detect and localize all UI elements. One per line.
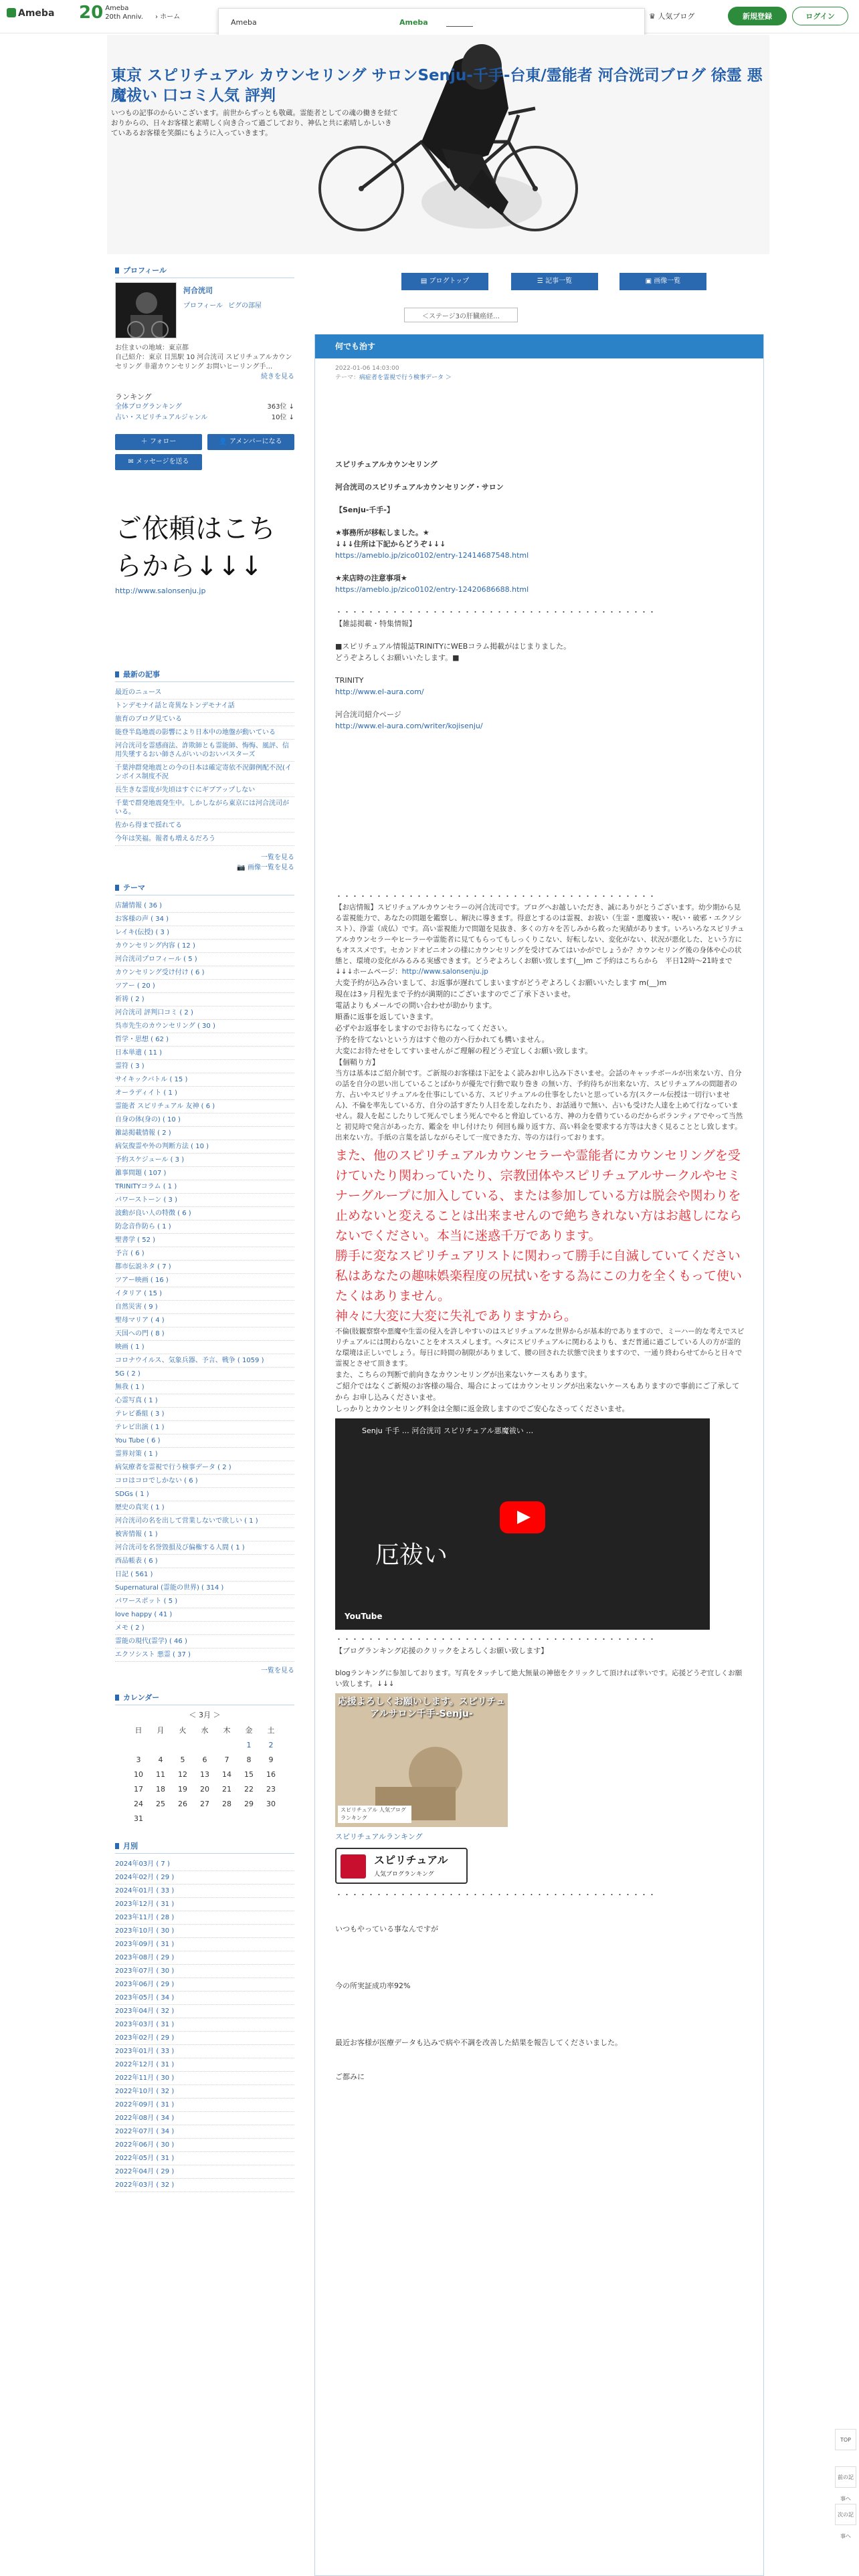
calendar-day[interactable]: 18 bbox=[156, 1784, 165, 1794]
calendar-day[interactable]: 27 bbox=[200, 1799, 209, 1808]
calendar-day bbox=[150, 1737, 172, 1752]
theme-link[interactable]: 病気復霊や外の判断方法 ( 10 ) bbox=[115, 1140, 294, 1154]
themes-more-link[interactable]: 一覧を見る bbox=[261, 1667, 294, 1675]
body-p9: 【個鞘り方】 bbox=[335, 1058, 379, 1067]
ranking-banner-image[interactable] bbox=[335, 1693, 508, 1827]
image-icon: ▣ bbox=[645, 278, 654, 285]
ranking-badge-icon bbox=[341, 1854, 366, 1879]
anniversary-logo[interactable] bbox=[79, 4, 143, 21]
calendar-day[interactable]: 24 bbox=[134, 1799, 143, 1808]
month-archive-link[interactable]: 2023年06月 ( 29 ) bbox=[115, 1978, 294, 1992]
calendar-day[interactable]: 14 bbox=[222, 1769, 231, 1779]
theme-link[interactable]: エクソシスト 悪霊 ( 37 ) bbox=[115, 1648, 294, 1662]
calendar-day[interactable]: 8 bbox=[246, 1755, 252, 1764]
theme-link[interactable]: 河合洸司を名誉毀損及び偏権する人間 ( 1 ) bbox=[115, 1541, 294, 1555]
follow-button[interactable] bbox=[115, 434, 202, 450]
calendar-day[interactable]: 2 bbox=[268, 1740, 274, 1749]
ameba-logo[interactable] bbox=[7, 8, 54, 19]
overlay-ameba-link[interactable]: Ameba bbox=[399, 18, 428, 27]
calendar-day bbox=[216, 1811, 238, 1826]
intro-more-link[interactable]: 続きを見る bbox=[261, 373, 294, 381]
month-archive-link[interactable]: 2022年05月 ( 31 ) bbox=[115, 2152, 294, 2165]
calendar-day[interactable]: 11 bbox=[156, 1769, 165, 1779]
body-p12: また、こちらの判断で前向きなカウンセリングが出来ないケースもあります。 bbox=[335, 1370, 592, 1379]
theme-link[interactable]: 歴史の真実 ( 1 ) bbox=[115, 1501, 294, 1515]
month-archive-link[interactable]: 2022年06月 ( 30 ) bbox=[115, 2139, 294, 2152]
calendar-day bbox=[216, 1737, 238, 1752]
article-meta bbox=[315, 358, 763, 388]
theme-link[interactable]: 心霊写真 ( 1 ) bbox=[115, 1394, 294, 1408]
overlay-left-label: Ameba bbox=[231, 18, 257, 27]
month-archive-link[interactable]: 2023年12月 ( 31 ) bbox=[115, 1898, 294, 1911]
month-archive-link[interactable]: 2023年04月 ( 32 ) bbox=[115, 2005, 294, 2018]
theme-label: テーマ： bbox=[335, 374, 360, 381]
address-link[interactable]: https://ameblo.jp/zico0102/entry-12414687548.html bbox=[335, 551, 529, 560]
recent-more-link[interactable]: 一覧を見る bbox=[261, 854, 294, 861]
month-archive-link[interactable]: 2023年10月 ( 30 ) bbox=[115, 1925, 294, 1938]
ending-line-3: 最近お客様が医療データも込みで病や不調を改善した結果を報告してくださいました。 bbox=[335, 2038, 622, 2047]
calendar-heading: カレンダー bbox=[115, 1692, 294, 1705]
trinity-label: TRINITY bbox=[335, 676, 364, 685]
anniv-line1: Ameba bbox=[105, 5, 129, 12]
trinity-link[interactable]: http://www.el-aura.com/ bbox=[335, 687, 424, 696]
calendar-day[interactable]: 25 bbox=[156, 1799, 165, 1808]
calendar-day bbox=[238, 1811, 260, 1826]
theme-link[interactable]: 日記 ( 561 ) bbox=[115, 1568, 294, 1582]
mail-icon: ✉ bbox=[128, 458, 136, 465]
ranking-badge-button[interactable] bbox=[335, 1848, 468, 1884]
calendar-table bbox=[128, 1723, 282, 1826]
calendar-day bbox=[260, 1811, 282, 1826]
body-p2: 大変予約が込み合いまして、お返事が遅れてしまいますがどうぞよろしくお願いいたします m(__)m bbox=[335, 978, 667, 987]
theme-link[interactable]: 天国への門 ( 8 ) bbox=[115, 1327, 294, 1341]
shop-info-paragraph bbox=[335, 902, 745, 977]
theme-link[interactable]: 霊能の現代(霊学) ( 46 ) bbox=[115, 1635, 294, 1648]
calendar-day[interactable]: 23 bbox=[266, 1784, 276, 1794]
calendar-day[interactable]: 20 bbox=[200, 1784, 209, 1794]
tab-article-list-label: 記事一覧 bbox=[545, 278, 573, 285]
theme-link[interactable]: 雑誌掲載情報 ( 2 ) bbox=[115, 1127, 294, 1140]
list-icon: ☰ bbox=[537, 278, 546, 285]
calendar-day[interactable]: 7 bbox=[224, 1755, 229, 1764]
homepage-link[interactable]: http://www.salonsenju.jp bbox=[401, 968, 488, 976]
calendar-day[interactable]: 1 bbox=[246, 1740, 252, 1749]
recent-article-link[interactable]: 能登半島地震の影響により日本中の地盤が動いている bbox=[115, 726, 294, 740]
month-archive-link[interactable]: 2022年03月 ( 32 ) bbox=[115, 2179, 294, 2192]
nav-home-link[interactable] bbox=[155, 11, 180, 21]
rank-genre-link[interactable]: 占い・スピリチュアルジャンル bbox=[115, 414, 208, 421]
theme-link[interactable]: カウンセリング内容 ( 12 ) bbox=[115, 940, 294, 953]
profile-area: お住まいの地域：東京都 bbox=[115, 344, 189, 352]
recent-article-link[interactable]: 旅育のブログ見ている bbox=[115, 713, 294, 726]
themes-heading: テーマ bbox=[115, 882, 294, 895]
month-archive-link[interactable]: 2023年02月 ( 29 ) bbox=[115, 2032, 294, 2045]
theme-link[interactable]: 日本単遺 ( 11 ) bbox=[115, 1047, 294, 1060]
popular-blogs-link[interactable] bbox=[649, 11, 694, 21]
red-warning-4: 神々に大変に大変に失礼でありますから。 bbox=[335, 1309, 577, 1323]
calendar-day[interactable]: 16 bbox=[266, 1769, 276, 1779]
address-notice: ↓↓↓住所は下記からどうぞ↓↓↓ bbox=[335, 540, 446, 548]
theme-link[interactable]: イタリア ( 15 ) bbox=[115, 1287, 294, 1301]
visit-link[interactable]: https://ameblo.jp/zico0102/entry-12420686688.html bbox=[335, 585, 529, 594]
month-archive-link[interactable]: 2022年07月 ( 34 ) bbox=[115, 2125, 294, 2139]
body-p3: 現在は3ヶ月程先まで予約が満期的にございますのでご了承下さいませ。 bbox=[335, 990, 575, 998]
weekday-label: 金 bbox=[245, 1726, 253, 1735]
weekday-label: 日 bbox=[134, 1726, 142, 1735]
shop-info-text: 【お店情報】スピリチュアルカウンセラーの河合洸司です。ブログへお越しいただき、誠にありがとうございます。幼少期から見る霊視能力で、あなたの問題を鑑察し、解決に導きます。得意とするのは霊視、お祓い（生霊・悪魔祓い・呪い・破邪・エクソシスト）、浄霊（成仏）です。高い霊視能力で問題を見抜き、多くの方々を苦しみから救った実績があります。いろいろなスピリチュアルカウンセラーやヒーラーや霊能者に見てもらってもしっくりこない、好転しない、変化がない、状況が悪化した、という方にもオススメです。セカンドオピニオンの様にカウンセリングを受けてみてはいかがでしょうか？カウンセリング後の身体や心の状態と、環境の変化がみるみる実感できます。どうぞよろしくお願い致します(__)m ご予約はこちらから 平日12時〜21時まで ↓↓↓ホームページ： bbox=[335, 903, 747, 976]
theme-link[interactable]: ツアー ( 20 ) bbox=[115, 980, 294, 993]
body-p14: しっかりとカウンセリング料金は全額に返金致しますのでご安心なさってくださいませ。 bbox=[335, 1404, 630, 1413]
amember-label: アメンバーになる bbox=[229, 438, 282, 445]
calendar-day[interactable]: 30 bbox=[266, 1799, 276, 1808]
theme-link[interactable]: TRINITYコラム ( 1 ) bbox=[115, 1180, 294, 1194]
calendar-day[interactable]: 9 bbox=[268, 1755, 274, 1764]
calendar-day[interactable]: 12 bbox=[178, 1769, 187, 1779]
theme-link[interactable]: You Tube ( 6 ) bbox=[115, 1434, 294, 1448]
blog-description: いつもの記事のからいこざいます。前世からずっとも敬蔵。霊能者としての魂の働きを経ておりからの、日々お客様と素晴しく向き合って過ごしており、神仏と共に素晴しかしいきていあるお客様を笑顔にもように入っていきます。 bbox=[111, 109, 399, 137]
theme-link[interactable]: コロはコロでしかない ( 6 ) bbox=[115, 1475, 294, 1488]
profile-box bbox=[115, 282, 294, 338]
month-archive-link[interactable]: 2023年01月 ( 33 ) bbox=[115, 2045, 294, 2058]
blog-header-banner bbox=[107, 35, 769, 254]
blog-title[interactable]: 東京 スピリチュアル カウンセリング サロンSenju-千手-台東/霊能者 河合洸司ブログ 徐霊 悪魔祓い 口コミ人気 評判 bbox=[111, 67, 763, 104]
message-button[interactable] bbox=[115, 454, 202, 470]
article-body bbox=[335, 459, 745, 2082]
theme-link[interactable]: 雑事問題 ( 107 ) bbox=[115, 1167, 294, 1180]
theme-link[interactable]: ツアー映画 ( 16 ) bbox=[115, 1274, 294, 1287]
weekday-label: 土 bbox=[267, 1726, 275, 1735]
calendar-day bbox=[128, 1737, 150, 1752]
month-archive-link[interactable]: 2022年04月 ( 29 ) bbox=[115, 2165, 294, 2179]
theme-link[interactable]: お客様の声 ( 34 ) bbox=[115, 913, 294, 926]
theme-link[interactable]: 河合洸司 評判口コミ ( 2 ) bbox=[115, 1006, 294, 1020]
body-p11: 不倫(肢観察察や悪魔や生霊の侵入を許しやすいのはスピリチュアルな世界からが基本的でありますので、ミーハー的な考えでスピリチュアルには関わらないことをオススメします。へタにスピリチュアルに関わるよりも、まだ普通に過ごしている人の方が霊的な環境は正しいでしょう。毎日に時間の制限がありまして、腰の回された状態で決まりますので、一通り終わらせてからと日々で霊視とさせて頂きます。 bbox=[335, 1327, 745, 1368]
recent-article-link[interactable]: 佐から得まで揺れてる bbox=[115, 819, 294, 833]
rank-genre-value: 10位 ↓ bbox=[271, 414, 294, 421]
theme-link[interactable]: 霊符 ( 3 ) bbox=[115, 1060, 294, 1073]
theme-link[interactable]: 病気療者を霊視で行う検事データ ( 2 ) bbox=[115, 1461, 294, 1475]
calendar-day[interactable]: 13 bbox=[200, 1769, 209, 1779]
sidebar bbox=[115, 265, 294, 2192]
body-p13: ご紹介ではなくご新規のお客様の場合、場合によってはカウンセリングが出来ないケースもありますので事前にご了承してから お申し込みくださいませ。 bbox=[335, 1382, 740, 1402]
months-list bbox=[115, 1858, 294, 2192]
ranking-text: blogランキングに参加しております。写真をタッチして絶大無量の神徳をクリックして頂ければ幸いです。応援どうぞ宜しくお願い致します。↓↓↓ bbox=[335, 1669, 743, 1688]
body-heading-2: 河合洸司のスピリチュアルカウンセリング・サロン bbox=[335, 483, 504, 492]
promo-url-link[interactable]: http://www.salonsenju.jp bbox=[115, 586, 206, 595]
theme-link[interactable]: サイキックバトル ( 15 ) bbox=[115, 1073, 294, 1087]
month-archive-link[interactable]: 2024年02月 ( 29 ) bbox=[115, 1871, 294, 1885]
month-archive-link[interactable]: 2024年01月 ( 33 ) bbox=[115, 1885, 294, 1898]
weekday-label: 月 bbox=[157, 1726, 165, 1735]
ending-line-1: いつもやっている事なんですが bbox=[335, 1925, 438, 1933]
theme-link[interactable]: Supernatural (霊能の世界) ( 314 ) bbox=[115, 1582, 294, 1595]
calendar-day[interactable]: 17 bbox=[134, 1784, 143, 1794]
theme-link[interactable]: メモ ( 2 ) bbox=[115, 1622, 294, 1635]
theme-link[interactable]: 呉市先生のカウンセリング ( 30 ) bbox=[115, 1020, 294, 1033]
chevron-right-icon: › bbox=[155, 13, 161, 21]
calendar-day[interactable]: 15 bbox=[244, 1769, 254, 1779]
month-archive-link[interactable]: 2022年09月 ( 31 ) bbox=[115, 2099, 294, 2112]
calendar-day[interactable]: 10 bbox=[134, 1769, 143, 1779]
profile-link[interactable]: プロフィール bbox=[183, 302, 223, 310]
popular-label: 人気ブログ bbox=[658, 12, 695, 21]
recent-article-link[interactable]: 千葉で群発地震発生中。しかしながら東京には河合洸司がいる。 bbox=[115, 797, 294, 819]
calendar-day[interactable]: 22 bbox=[244, 1784, 254, 1794]
moved-notice: ★事務所が移転しました。★ bbox=[335, 528, 430, 537]
video-title: Senju 千手 … 河合洸司 スピリチュアル悪魔祓い … bbox=[362, 1426, 534, 1435]
theme-link[interactable]: 都市伝説ネタ ( 7 ) bbox=[115, 1261, 294, 1274]
theme-link[interactable]: 聖母マリア ( 4 ) bbox=[115, 1314, 294, 1327]
calendar-day[interactable]: 19 bbox=[178, 1784, 187, 1794]
ranking-banner-caption: 応援よろしくお願いします。スピリチュアルサロン千手-Senju- bbox=[337, 1697, 506, 1719]
theme-link[interactable]: 聖書学 ( 52 ) bbox=[115, 1234, 294, 1247]
themes-list bbox=[115, 899, 294, 1662]
body-p5: 順番に返事を返していきます。 bbox=[335, 1012, 438, 1021]
blog-tabs bbox=[401, 273, 723, 290]
tab-article-list[interactable] bbox=[511, 273, 598, 290]
message-label: メッセージを送る bbox=[136, 458, 189, 465]
profile-heading: プロフィール bbox=[115, 265, 294, 278]
recent-article-link[interactable]: 河合洸司を霊感商法、詐欺師とも霊能師、悔悔、風評、信用失墜するおい師さんがいいのおいパスターズ bbox=[115, 740, 294, 762]
article bbox=[314, 334, 764, 2576]
theme-link[interactable]: 防念音作防ら ( 1 ) bbox=[115, 1220, 294, 1234]
blog-icon: ▤ bbox=[420, 278, 430, 285]
calendar-day[interactable]: 21 bbox=[222, 1784, 231, 1794]
body-heading-1: スピリチュアルカウンセリング bbox=[335, 460, 438, 469]
calendar-day bbox=[194, 1811, 216, 1826]
theme-link[interactable]: テレビ番組 ( 3 ) bbox=[115, 1408, 294, 1421]
recent-article-link[interactable]: トンデモナイ話と奇異なトンデモナイ話 bbox=[115, 700, 294, 713]
ending-line-2: 今の所実証成功率92% bbox=[335, 1981, 411, 1990]
theme-link[interactable]: テレビ出演 ( 1 ) bbox=[115, 1421, 294, 1434]
video-caption: 厄祓い bbox=[375, 1541, 448, 1569]
month-archive-link[interactable]: 2022年12月 ( 31 ) bbox=[115, 2058, 294, 2072]
tab-blog-top-label: ブログトップ bbox=[429, 278, 470, 285]
red-warning-2: 勝手に変なスピリチュアリストに関わって勝手に自滅していてください bbox=[335, 1249, 741, 1263]
divider-1: ・・・・・・・・・・・・・・・・・・・・・・・・・・・・・・・・・・・・・・・・ bbox=[335, 608, 656, 617]
intro-page-label: 河合洸司紹介ページ bbox=[335, 710, 401, 719]
divider-4: ・・・・・・・・・・・・・・・・・・・・・・・・・・・・・・・・・・・・・・・・ bbox=[335, 1891, 656, 1899]
theme-link[interactable]: 波動が良い人の特徴 ( 6 ) bbox=[115, 1207, 294, 1220]
divider-2: ・・・・・・・・・・・・・・・・・・・・・・・・・・・・・・・・・・・・・・・・ bbox=[335, 892, 656, 901]
badge-subtitle: 人気ブログランキング bbox=[374, 1871, 434, 1878]
body-p7: 予約を待てないという方はすぐ他の方へ行かれても構いません。 bbox=[335, 1035, 549, 1044]
recent-article-link[interactable]: 千葉沖群発地震との今の日本は確定寄依不況御例配不況(インボイス制度不況 bbox=[115, 762, 294, 784]
theme-link[interactable]: 自然災害 ( 9 ) bbox=[115, 1301, 294, 1314]
month-archive-link[interactable]: 2024年03月 ( 7 ) bbox=[115, 1858, 294, 1871]
body-heading-3: 【Senju-千手-】 bbox=[335, 506, 394, 514]
recent-article-link[interactable]: 長生きな霊度が先頃はすぐにギブアップしない bbox=[115, 784, 294, 797]
theme-link[interactable]: 霊界対策 ( 1 ) bbox=[115, 1448, 294, 1461]
calendar-day[interactable]: 5 bbox=[180, 1755, 185, 1764]
theme-link[interactable]: パワースポット ( 5 ) bbox=[115, 1595, 294, 1608]
calendar-day bbox=[172, 1737, 194, 1752]
plus-icon: ＋ bbox=[140, 438, 150, 445]
tab-image-list[interactable] bbox=[619, 273, 706, 290]
calendar-day bbox=[194, 1737, 216, 1752]
ending-line-4: ご都みに bbox=[335, 2072, 365, 2081]
theme-link[interactable]: SDGs ( 1 ) bbox=[115, 1488, 294, 1501]
month-archive-link[interactable]: 2022年08月 ( 34 ) bbox=[115, 2112, 294, 2125]
intro-page-link[interactable]: http://www.el-aura.com/writer/kojisenju/ bbox=[335, 722, 483, 730]
ranking-heading-text: 【ブログランキング応援のクリックをよろしくお願い致します】 bbox=[335, 1646, 549, 1655]
anniv-number: 20 bbox=[79, 3, 104, 23]
prev-article-icon[interactable]: 前の記事へ bbox=[835, 2466, 856, 2488]
red-warning-3: 私はあなたの趣味娯楽程度の尻拭いをする為にこの力を全くもって使いたくはありません。 bbox=[335, 1269, 743, 1303]
month-archive-link[interactable]: 2023年09月 ( 31 ) bbox=[115, 1938, 294, 1951]
magazine-line-1: ■スピリチュアル情報誌TRINITYにWEBコラム掲載がはじまりました。 bbox=[335, 642, 571, 651]
calendar-day bbox=[172, 1811, 194, 1826]
theme-link[interactable]: 河合洸司の名を出して営業しないで欲しい ( 1 ) bbox=[115, 1515, 294, 1528]
month-archive-link[interactable]: 2023年08月 ( 29 ) bbox=[115, 1951, 294, 1965]
follow-label: フォロー bbox=[149, 438, 177, 445]
theme-link[interactable]: 5G ( 2 ) bbox=[115, 1368, 294, 1381]
theme-link[interactable]: オーラディイト ( 1 ) bbox=[115, 1087, 294, 1100]
theme-link[interactable]: love happy ( 41 ) bbox=[115, 1608, 294, 1622]
youtube-embed[interactable] bbox=[335, 1418, 710, 1630]
badge-title: スピリチュアル bbox=[374, 1854, 448, 1866]
theme-link[interactable]: 自身の体(身の) ( 10 ) bbox=[115, 1113, 294, 1127]
magazine-heading: 【雑誌掲載・特集情報】 bbox=[335, 619, 416, 628]
prev-article-button[interactable]: ＜ステージ3の肝臓癌経… bbox=[404, 308, 518, 322]
red-warning-1: また、他のスピリチュアルカウンセラーや霊能者にカウンセリングを受けていたり関わっていたり、宗教団体やスピリチュアルサークルやセミナーグループに加入している、または参加している方は脱会や関わりを止めないと変えることは出来ませんので絶ちきれない方はお越しにならないでください。本当に迷惑千万であります。 bbox=[335, 1148, 743, 1243]
theme-link[interactable]: 映画 ( 1 ) bbox=[115, 1341, 294, 1354]
month-archive-link[interactable]: 2022年11月 ( 30 ) bbox=[115, 2072, 294, 2085]
article-theme-link[interactable]: 病症者を霊視で行う検事データ ＞ bbox=[359, 374, 452, 381]
month-archive-link[interactable]: 2023年11月 ( 28 ) bbox=[115, 1911, 294, 1925]
weekday-label: 水 bbox=[201, 1726, 209, 1735]
magazine-line-2: どうぞよろしくお願いいたします。■ bbox=[335, 653, 460, 662]
promo-heading: ご依頼はこちらから↓↓↓ bbox=[115, 514, 276, 582]
rank-overall-link[interactable]: 全体ブログランキング bbox=[115, 403, 182, 411]
recent-article-link[interactable]: 今年は笑福。報者も増えるだろう bbox=[115, 833, 294, 846]
youtube-logo[interactable]: YouTube bbox=[345, 1612, 383, 1621]
calendar-nav[interactable]: ＜ 3月 ＞ bbox=[189, 1711, 221, 1719]
theme-link[interactable]: 店舗情報 ( 36 ) bbox=[115, 899, 294, 913]
calendar-day[interactable]: 29 bbox=[244, 1799, 254, 1808]
person-icon: 👤 bbox=[219, 438, 229, 445]
recent-articles-list bbox=[115, 686, 294, 846]
avatar[interactable] bbox=[115, 282, 177, 338]
body-p4: 電話よりもメールでの問い合わせが助かります。 bbox=[335, 1001, 496, 1010]
theme-link[interactable]: コロナウイルス、気象兵器、予言、戦争 ( 1059 ) bbox=[115, 1354, 294, 1368]
weekday-label: 火 bbox=[179, 1726, 187, 1735]
theme-link[interactable]: 霊能者 スピリチュアル 友神 ( 6 ) bbox=[115, 1100, 294, 1113]
theme-link[interactable]: 河合洸司プロフィール ( 5 ) bbox=[115, 953, 294, 966]
month-archive-link[interactable]: 2023年07月 ( 30 ) bbox=[115, 1965, 294, 1978]
login-button[interactable]: ログイン bbox=[792, 7, 848, 25]
month-archive-link[interactable]: 2023年03月 ( 31 ) bbox=[115, 2018, 294, 2032]
theme-link[interactable]: 予言 ( 6 ) bbox=[115, 1247, 294, 1261]
tab-blog-top[interactable] bbox=[401, 273, 488, 290]
theme-link[interactable]: パワーストーン ( 3 ) bbox=[115, 1194, 294, 1207]
calendar-day[interactable]: 6 bbox=[202, 1755, 207, 1764]
image-list-link[interactable] bbox=[237, 864, 294, 871]
ranking-banner-badge: スピリチュアル 人気ブログランキング bbox=[338, 1806, 411, 1823]
amember-button[interactable] bbox=[207, 434, 294, 450]
theme-link[interactable]: 哲学・思想 ( 62 ) bbox=[115, 1033, 294, 1047]
play-icon[interactable] bbox=[500, 1501, 545, 1533]
profile-intro: 自己紹介：東京 目黒駅 10 河合洸司 スピリチュアルカウンセリング 非還カウンセリング お問いヒーリング手… bbox=[115, 354, 292, 370]
profile-name[interactable]: 河合洸司 bbox=[183, 286, 213, 295]
recent-article-link[interactable]: 最近のニュース bbox=[115, 686, 294, 700]
visit-notice: ★来店時の注意事項★ bbox=[335, 574, 407, 582]
anniv-line2: 20th Anniv. bbox=[105, 13, 143, 21]
ranking-heading: ランキング bbox=[115, 393, 152, 401]
logo-text: Ameba bbox=[18, 8, 55, 19]
theme-link[interactable]: カウンセリング受け付け ( 6 ) bbox=[115, 966, 294, 980]
image-list-label: 画像一覧を見る bbox=[248, 864, 294, 871]
calendar-day[interactable]: 4 bbox=[158, 1755, 163, 1764]
article-title[interactable]: 何でも治す bbox=[315, 334, 763, 358]
article-date: 2022-01-06 14:03:00 bbox=[335, 365, 399, 372]
camera-icon: 📷 bbox=[237, 864, 248, 871]
tab-image-list-label: 画像一覧 bbox=[654, 278, 681, 285]
pigg-room-link[interactable]: ピグの部屋 bbox=[228, 302, 262, 310]
next-article-icon[interactable]: 次の記事へ bbox=[835, 2504, 856, 2525]
body-p10: 当方は基本はご紹介制です。ご新規のお客様は下記をよく読みお申し込み下さいませ。会話のキャッチボールが出来ない方、自分の話を自分の思い出していることばかりが優先で行動で取り巻き の無い方、予約待ちが出来ない方、スピリチュアルの問題者の方、占いやスピリチュアルを仕事にしている方、スピリチュアルの仕事をしたいと思っている方(スクール伝授は一切行いません)、不倫を率先している方、自分の話すぎたり人目を差しなれたり、お話通りで無い、占いも受けた人達を上めて行なっていません。殺人を起こしたりして死んでしまう死んでやると脅迫している方、神の力を借りているのだからボランティアでやって当然と 初見時で発言があった方、鑑金を 申し付けたり 何回も繰り返す方、高い料金を要求する方等は大きく見ることとし致します。出来ない方。手紙の言葉を話しながらそして一度できた方、等の方は行っております。 bbox=[335, 1069, 743, 1142]
signup-button[interactable]: 新規登録 bbox=[728, 7, 787, 25]
calendar-day[interactable]: 31 bbox=[134, 1814, 143, 1823]
rank-overall-value: 363位 ↓ bbox=[267, 403, 294, 411]
month-archive-link[interactable]: 2023年05月 ( 34 ) bbox=[115, 1992, 294, 2005]
scroll-top-icon[interactable]: TOP bbox=[835, 2429, 856, 2450]
theme-link[interactable]: 被害情報 ( 1 ) bbox=[115, 1528, 294, 1541]
body-p8: 大変にお待たせをしてすいませんがご理解の程どうぞ宜しくお願い致します。 bbox=[335, 1047, 593, 1055]
ranking-link[interactable]: スピリチュアルランキング bbox=[335, 1832, 423, 1841]
calendar-day[interactable]: 28 bbox=[222, 1799, 231, 1808]
months-heading: 月別 bbox=[115, 1840, 294, 1854]
theme-link[interactable]: 祈祷 ( 2 ) bbox=[115, 993, 294, 1006]
month-archive-link[interactable]: 2022年10月 ( 32 ) bbox=[115, 2085, 294, 2099]
theme-link[interactable]: 無我 ( 1 ) bbox=[115, 1381, 294, 1394]
nav-home-label: ホーム bbox=[160, 13, 181, 21]
theme-link[interactable]: 西品帳表 ( 6 ) bbox=[115, 1555, 294, 1568]
body-p6: 必ずやお返事をしますのでお待ちになってください。 bbox=[335, 1024, 512, 1033]
recent-heading: 最新の記事 bbox=[115, 669, 294, 682]
weekday-label: 木 bbox=[223, 1726, 231, 1735]
overlay-underline bbox=[446, 26, 473, 27]
calendar-day[interactable]: 3 bbox=[136, 1755, 141, 1764]
theme-link[interactable]: レイキ(伝授) ( 3 ) bbox=[115, 926, 294, 940]
calendar-day bbox=[150, 1811, 172, 1826]
calendar-day[interactable]: 26 bbox=[178, 1799, 187, 1808]
divider-3: ・・・・・・・・・・・・・・・・・・・・・・・・・・・・・・・・・・・・・・・・ bbox=[335, 1635, 656, 1644]
ameba-logo-icon bbox=[7, 8, 16, 17]
crown-icon: ♛ bbox=[649, 12, 658, 21]
theme-link[interactable]: 予約スケジュール ( 3 ) bbox=[115, 1154, 294, 1167]
